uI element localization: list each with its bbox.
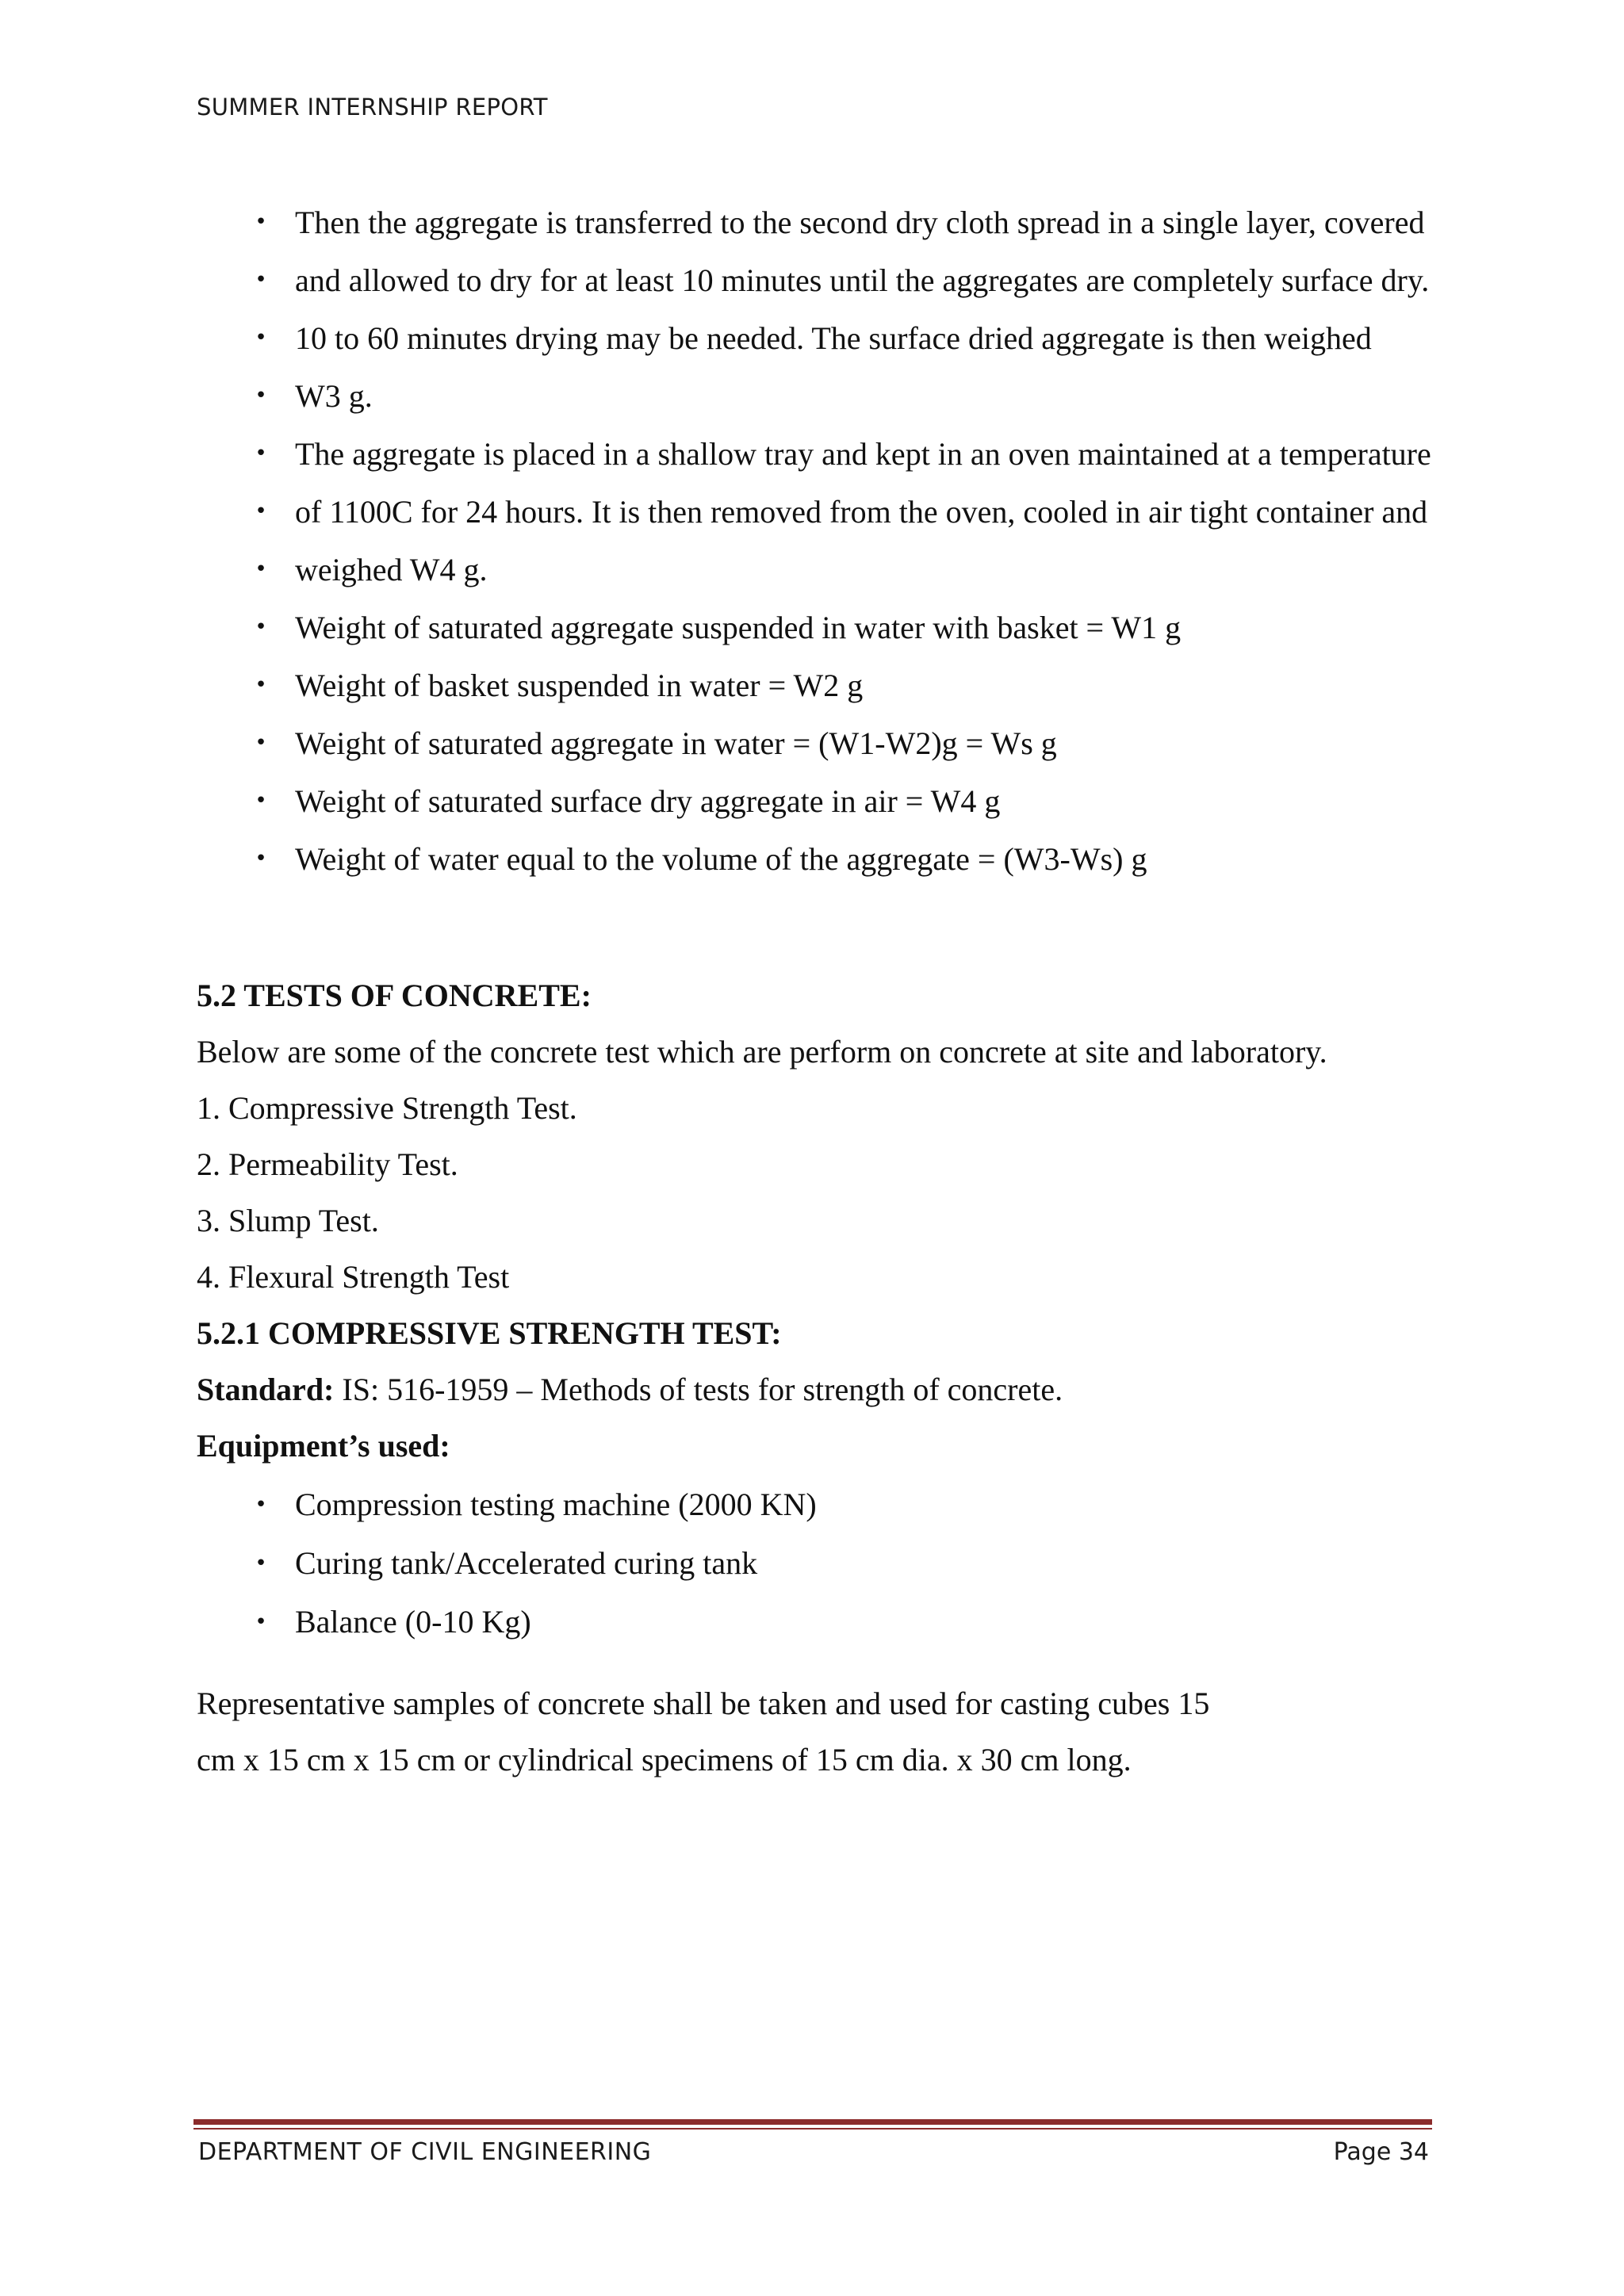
list-item — [197, 1534, 1434, 1593]
page-number: Page 34 — [1333, 2138, 1429, 2166]
bullet-icon: • — [255, 499, 267, 523]
list-item-text: Weight of saturated aggregate suspended in water with basket = W1 g — [295, 610, 1182, 645]
list-item-text: 10 to 60 minutes drying may be needed. The surface dried aggregate is then weighed — [295, 320, 1372, 356]
footer-divider — [193, 2119, 1432, 2125]
list-item-text: and allowed to dry for at least 10 minutes until the aggregates are completely surface dry. — [295, 262, 1430, 298]
list-item-text: Curing tank/Accelerated curing tank — [295, 1545, 758, 1581]
bullet-icon: • — [255, 673, 267, 697]
bullet-icon: • — [255, 847, 267, 871]
list-item-text: Balance (0-10 Kg) — [295, 1604, 531, 1640]
footer-department: DEPARTMENT OF CIVIL ENGINEERING — [198, 2138, 652, 2166]
bullet-icon: • — [255, 1493, 267, 1517]
sample-paragraph-line: Representative samples of concrete shall be taken and used for casting cubes 15 — [197, 1686, 1210, 1721]
bullet-icon: • — [255, 268, 267, 292]
section-spacer — [197, 888, 1434, 967]
section-intro: Below are some of the concrete test which are perform on concrete at site and laboratory. — [197, 1034, 1327, 1070]
running-header: SUMMER INTERNSHIP REPORT — [197, 94, 548, 121]
list-item — [197, 830, 1434, 888]
footer-divider-thin — [193, 2128, 1432, 2130]
bullet-icon: • — [255, 210, 267, 234]
list-item-text: Weight of water equal to the volume of the aggregate = (W3-Ws) g — [295, 841, 1147, 877]
bullet-icon: • — [255, 789, 267, 813]
bullet-icon: • — [255, 384, 267, 408]
list-item — [197, 425, 1434, 483]
test-list-item: 4. Flexural Strength Test — [197, 1259, 510, 1295]
sample-paragraph-line: cm x 15 cm x 15 cm or cylindrical specimens of 15 cm dia. x 30 cm long. — [197, 1742, 1132, 1777]
list-item — [197, 714, 1434, 772]
list-item — [197, 193, 1434, 251]
bullet-icon: • — [255, 731, 267, 755]
bullet-icon: • — [255, 1610, 267, 1634]
section-heading-tests-of-concrete: 5.2 TESTS OF CONCRETE: — [197, 978, 592, 1013]
bullet-icon: • — [255, 326, 267, 350]
list-item-text: Weight of saturated surface dry aggregate in air = W4 g — [295, 783, 1001, 819]
standard-label: Standard: — [197, 1372, 335, 1407]
list-item — [197, 541, 1434, 599]
standard-text: IS: 516-1959 – Methods of tests for strength of concrete. — [334, 1372, 1063, 1407]
list-item-text: of 1100C for 24 hours. It is then removed from the oven, cooled in air tight container and — [295, 494, 1428, 530]
list-item-text: W3 g. — [295, 378, 373, 414]
procedure-bullet-list — [197, 193, 1434, 888]
equipment-list — [197, 1475, 1434, 1651]
section-heading-compressive-strength: 5.2.1 COMPRESSIVE STRENGTH TEST: — [197, 1315, 782, 1351]
paragraph-spacer — [197, 1651, 1434, 1675]
page-content — [197, 193, 1434, 1788]
test-list-item: 2. Permeability Test. — [197, 1146, 458, 1182]
bullet-icon: • — [255, 442, 267, 465]
list-item-text: weighed W4 g. — [295, 552, 488, 587]
test-list-item: 1. Compressive Strength Test. — [197, 1090, 577, 1126]
bullet-icon: • — [255, 557, 267, 581]
list-item — [197, 1475, 1434, 1534]
list-item — [197, 367, 1434, 425]
test-list-item: 3. Slump Test. — [197, 1203, 379, 1238]
equipment-label: Equipment’s used: — [197, 1428, 450, 1464]
list-item — [197, 1593, 1434, 1651]
bullet-icon: • — [255, 615, 267, 639]
list-item — [197, 309, 1434, 367]
list-item — [197, 599, 1434, 656]
standard-line — [197, 1361, 1434, 1418]
list-item-text: Weight of basket suspended in water = W2 g — [295, 668, 864, 703]
list-item-text: The aggregate is placed in a shallow tray and kept in an oven maintained at a temperature — [295, 436, 1431, 472]
list-item-text: Then the aggregate is transferred to the second dry cloth spread in a single layer, covered — [295, 205, 1425, 240]
list-item — [197, 656, 1434, 714]
list-item — [197, 251, 1434, 309]
list-item-text: Compression testing machine (2000 KN) — [295, 1487, 817, 1522]
list-item-text: Weight of saturated aggregate in water = (W1-W2)g = Ws g — [295, 725, 1057, 761]
list-item — [197, 483, 1434, 541]
list-item — [197, 772, 1434, 830]
bullet-icon: • — [255, 1552, 267, 1575]
